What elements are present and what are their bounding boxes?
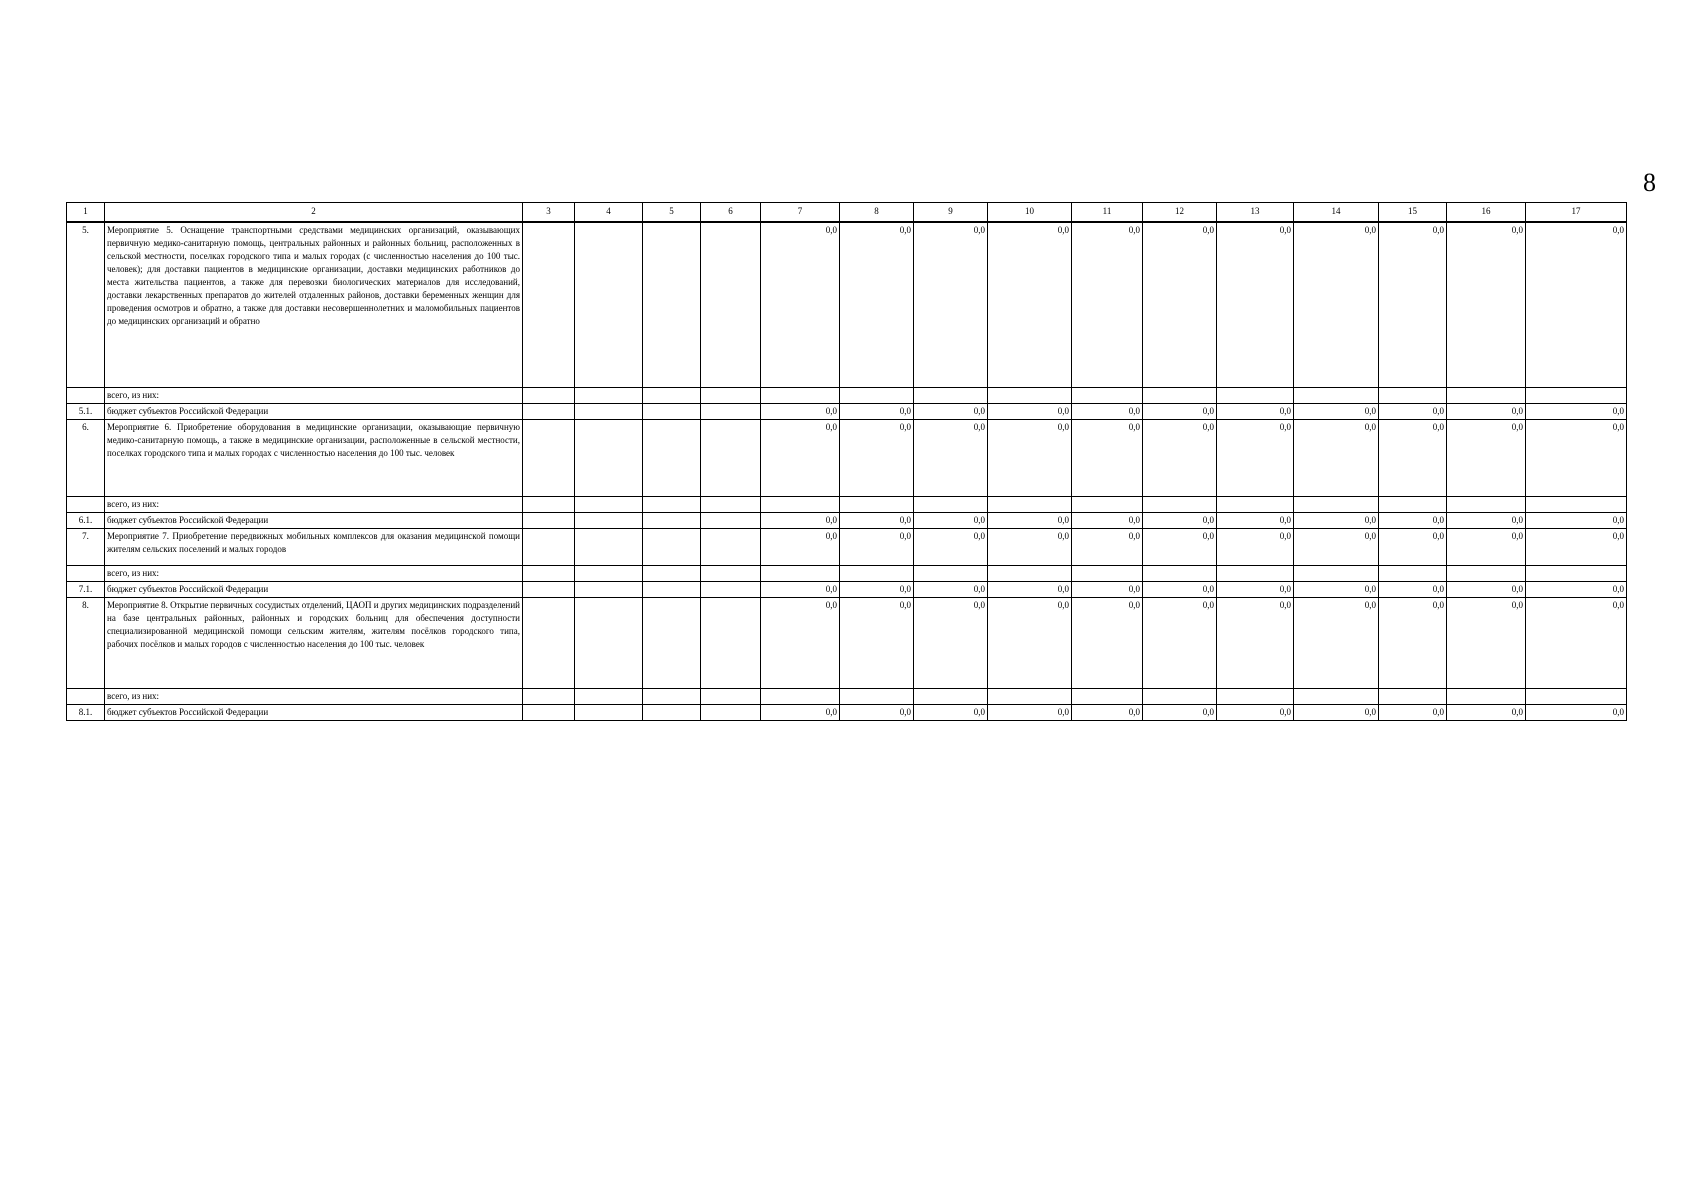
value-cell <box>1143 689 1217 705</box>
value-cell <box>840 566 914 582</box>
empty-cell <box>701 529 761 566</box>
empty-cell <box>643 222 701 388</box>
column-header-6: 6 <box>701 203 761 223</box>
value-cell: 0,0 <box>761 420 840 497</box>
value-cell <box>1217 388 1294 404</box>
empty-cell <box>701 566 761 582</box>
table-row <box>67 705 1627 721</box>
value-cell <box>1447 566 1526 582</box>
value-cell: 0,0 <box>1217 513 1294 529</box>
value-cell <box>1294 566 1379 582</box>
value-cell: 0,0 <box>840 404 914 420</box>
column-header-5: 5 <box>643 203 701 223</box>
value-cell: 0,0 <box>1447 513 1526 529</box>
value-cell: 0,0 <box>1143 529 1217 566</box>
row-number: 7.1. <box>67 582 105 598</box>
value-cell: 0,0 <box>1379 598 1447 689</box>
row-description: всего, из них: <box>105 388 523 404</box>
value-cell <box>1217 497 1294 513</box>
value-cell <box>1072 566 1143 582</box>
value-cell: 0,0 <box>914 222 988 388</box>
column-header-9: 9 <box>914 203 988 223</box>
value-cell: 0,0 <box>840 705 914 721</box>
row-description: Мероприятие 5. Оснащение транспортными средствами медицинских организаций, оказывающих первичную медико-санитарную помощь, центральных районных и районных больниц, расположенных в сельской местности, поселках городского типа и малых городах (с численностью населения до 100 тыс. человек); для доставки пациентов в медицинские организации, доставки медицинских работников до места жительства пациентов, а также для перевозки биологических материалов для исследований, доставки лекарственных препаратов до жителей отдаленных районов, доставки беременных женщин для проведения осмотров и обратно, а также для доставки несовершеннолетних и маломобильных пациентов до медицинских организаций и обратно <box>105 222 523 388</box>
table-row <box>67 529 1627 566</box>
value-cell <box>1379 497 1447 513</box>
column-header-10: 10 <box>988 203 1072 223</box>
value-cell: 0,0 <box>1072 582 1143 598</box>
empty-cell <box>643 420 701 497</box>
column-header-4: 4 <box>575 203 643 223</box>
row-description: всего, из них: <box>105 497 523 513</box>
empty-cell <box>523 582 575 598</box>
row-number: 5.1. <box>67 404 105 420</box>
value-cell: 0,0 <box>1447 404 1526 420</box>
value-cell: 0,0 <box>1526 513 1627 529</box>
value-cell: 0,0 <box>1379 513 1447 529</box>
value-cell: 0,0 <box>840 513 914 529</box>
row-number <box>67 566 105 582</box>
value-cell: 0,0 <box>761 705 840 721</box>
value-cell: 0,0 <box>1072 705 1143 721</box>
empty-cell <box>701 705 761 721</box>
value-cell: 0,0 <box>1379 582 1447 598</box>
row-number: 6. <box>67 420 105 497</box>
table-body <box>67 222 1627 721</box>
table-row <box>67 566 1627 582</box>
value-cell: 0,0 <box>761 529 840 566</box>
row-number: 7. <box>67 529 105 566</box>
value-cell: 0,0 <box>761 513 840 529</box>
value-cell: 0,0 <box>1143 582 1217 598</box>
column-header-12: 12 <box>1143 203 1217 223</box>
value-cell: 0,0 <box>1143 420 1217 497</box>
column-header-13: 13 <box>1217 203 1294 223</box>
value-cell: 0,0 <box>840 222 914 388</box>
empty-cell <box>701 582 761 598</box>
empty-cell <box>643 598 701 689</box>
value-cell: 0,0 <box>1379 222 1447 388</box>
value-cell: 0,0 <box>1072 420 1143 497</box>
value-cell: 0,0 <box>1143 598 1217 689</box>
value-cell <box>761 689 840 705</box>
row-number: 5. <box>67 222 105 388</box>
row-description: бюджет субъектов Российской Федерации <box>105 705 523 721</box>
empty-cell <box>575 566 643 582</box>
empty-cell <box>701 388 761 404</box>
value-cell <box>840 497 914 513</box>
value-cell: 0,0 <box>761 598 840 689</box>
value-cell: 0,0 <box>988 404 1072 420</box>
value-cell: 0,0 <box>1217 529 1294 566</box>
row-description: Мероприятие 8. Открытие первичных сосудистых отделений, ЦАОП и других медицинских подразделений на базе центральных районных, районных и городских больниц для обеспечения доступности специализированной медицинской помощи сельским жителям, жителям посёлков городского типа, рабочих посёлков и малых городов с численностью населения до 100 тыс. человек <box>105 598 523 689</box>
value-cell: 0,0 <box>1217 705 1294 721</box>
empty-cell <box>575 689 643 705</box>
empty-cell <box>643 705 701 721</box>
value-cell: 0,0 <box>1217 582 1294 598</box>
value-cell: 0,0 <box>1447 598 1526 689</box>
row-description: Мероприятие 6. Приобретение оборудования в медицинские организации, оказывающие первичную медико-санитарную помощь, а также в медицинские организации, расположенные в сельской местности, поселках городского типа и малых городах с численностью населения до 100 тыс. человек <box>105 420 523 497</box>
row-description: всего, из них: <box>105 689 523 705</box>
value-cell: 0,0 <box>988 582 1072 598</box>
value-cell: 0,0 <box>1143 222 1217 388</box>
value-cell: 0,0 <box>1379 420 1447 497</box>
row-description: бюджет субъектов Российской Федерации <box>105 513 523 529</box>
value-cell <box>988 388 1072 404</box>
value-cell: 0,0 <box>914 420 988 497</box>
value-cell <box>1526 689 1627 705</box>
value-cell: 0,0 <box>914 529 988 566</box>
value-cell: 0,0 <box>1294 582 1379 598</box>
table-row <box>67 598 1627 689</box>
empty-cell <box>643 689 701 705</box>
value-cell: 0,0 <box>840 598 914 689</box>
value-cell <box>988 497 1072 513</box>
row-number: 8. <box>67 598 105 689</box>
empty-cell <box>643 388 701 404</box>
empty-cell <box>575 598 643 689</box>
value-cell <box>914 388 988 404</box>
value-cell: 0,0 <box>1072 529 1143 566</box>
value-cell: 0,0 <box>1447 420 1526 497</box>
measures-table <box>66 202 1627 721</box>
value-cell: 0,0 <box>988 513 1072 529</box>
empty-cell <box>575 222 643 388</box>
empty-cell <box>701 420 761 497</box>
column-header-14: 14 <box>1294 203 1379 223</box>
value-cell <box>1447 497 1526 513</box>
value-cell: 0,0 <box>988 598 1072 689</box>
value-cell: 0,0 <box>1294 598 1379 689</box>
value-cell: 0,0 <box>1294 404 1379 420</box>
empty-cell <box>643 404 701 420</box>
value-cell: 0,0 <box>840 420 914 497</box>
empty-cell <box>575 420 643 497</box>
value-cell: 0,0 <box>1072 598 1143 689</box>
empty-cell <box>575 513 643 529</box>
value-cell: 0,0 <box>1526 529 1627 566</box>
value-cell <box>1217 689 1294 705</box>
table-row <box>67 420 1627 497</box>
value-cell <box>1143 388 1217 404</box>
value-cell: 0,0 <box>1072 404 1143 420</box>
value-cell: 0,0 <box>761 404 840 420</box>
value-cell: 0,0 <box>1526 420 1627 497</box>
table-row <box>67 404 1627 420</box>
empty-cell <box>575 705 643 721</box>
value-cell <box>1072 497 1143 513</box>
value-cell: 0,0 <box>1447 705 1526 721</box>
empty-cell <box>643 582 701 598</box>
value-cell: 0,0 <box>914 598 988 689</box>
empty-cell <box>643 529 701 566</box>
value-cell: 0,0 <box>1447 222 1526 388</box>
table-row <box>67 689 1627 705</box>
value-cell: 0,0 <box>1294 222 1379 388</box>
empty-cell <box>701 513 761 529</box>
empty-cell <box>701 222 761 388</box>
value-cell: 0,0 <box>988 705 1072 721</box>
value-cell <box>1526 497 1627 513</box>
value-cell: 0,0 <box>1294 513 1379 529</box>
table-row <box>67 513 1627 529</box>
value-cell <box>1143 497 1217 513</box>
empty-cell <box>575 388 643 404</box>
value-cell: 0,0 <box>1072 222 1143 388</box>
value-cell: 0,0 <box>1526 404 1627 420</box>
value-cell <box>1447 388 1526 404</box>
value-cell: 0,0 <box>914 404 988 420</box>
value-cell <box>1072 388 1143 404</box>
column-header-3: 3 <box>523 203 575 223</box>
value-cell: 0,0 <box>1447 582 1526 598</box>
value-cell: 0,0 <box>1217 404 1294 420</box>
value-cell <box>1379 388 1447 404</box>
value-cell: 0,0 <box>1526 705 1627 721</box>
value-cell: 0,0 <box>761 582 840 598</box>
empty-cell <box>701 404 761 420</box>
empty-cell <box>523 566 575 582</box>
value-cell <box>840 689 914 705</box>
row-number: 8.1. <box>67 705 105 721</box>
value-cell: 0,0 <box>1379 529 1447 566</box>
value-cell <box>1294 497 1379 513</box>
value-cell <box>761 497 840 513</box>
value-cell: 0,0 <box>1217 598 1294 689</box>
value-cell: 0,0 <box>1294 529 1379 566</box>
value-cell <box>1294 388 1379 404</box>
row-description: всего, из них: <box>105 566 523 582</box>
value-cell <box>1447 689 1526 705</box>
row-number <box>67 388 105 404</box>
table-row <box>67 222 1627 388</box>
value-cell: 0,0 <box>914 513 988 529</box>
value-cell <box>988 566 1072 582</box>
value-cell <box>1379 689 1447 705</box>
value-cell <box>988 689 1072 705</box>
value-cell <box>761 388 840 404</box>
empty-cell <box>523 497 575 513</box>
column-header-17: 17 <box>1526 203 1627 223</box>
row-number <box>67 497 105 513</box>
value-cell: 0,0 <box>1143 404 1217 420</box>
column-header-7: 7 <box>761 203 840 223</box>
value-cell <box>1072 689 1143 705</box>
value-cell: 0,0 <box>1447 529 1526 566</box>
value-cell <box>1217 566 1294 582</box>
column-header-16: 16 <box>1447 203 1526 223</box>
value-cell <box>761 566 840 582</box>
empty-cell <box>701 497 761 513</box>
value-cell: 0,0 <box>1294 705 1379 721</box>
value-cell: 0,0 <box>1072 513 1143 529</box>
value-cell <box>1143 566 1217 582</box>
value-cell <box>1294 689 1379 705</box>
empty-cell <box>523 420 575 497</box>
value-cell: 0,0 <box>914 582 988 598</box>
empty-cell <box>643 566 701 582</box>
value-cell: 0,0 <box>1379 705 1447 721</box>
empty-cell <box>643 497 701 513</box>
value-cell: 0,0 <box>1526 222 1627 388</box>
value-cell: 0,0 <box>1526 582 1627 598</box>
table-row <box>67 497 1627 513</box>
row-description: бюджет субъектов Российской Федерации <box>105 582 523 598</box>
header-row <box>67 203 1627 223</box>
empty-cell <box>575 529 643 566</box>
empty-cell <box>701 689 761 705</box>
empty-cell <box>643 513 701 529</box>
value-cell: 0,0 <box>1294 420 1379 497</box>
value-cell: 0,0 <box>988 529 1072 566</box>
table-row <box>67 582 1627 598</box>
column-header-11: 11 <box>1072 203 1143 223</box>
row-number <box>67 689 105 705</box>
value-cell: 0,0 <box>1143 513 1217 529</box>
column-header-1: 1 <box>67 203 105 223</box>
empty-cell <box>575 404 643 420</box>
empty-cell <box>523 705 575 721</box>
page-number: 8 <box>1643 168 1656 197</box>
value-cell <box>1526 388 1627 404</box>
value-cell: 0,0 <box>840 582 914 598</box>
row-description: Мероприятие 7. Приобретение передвижных мобильных комплексов для оказания медицинской помощи жителям сельских поселений и малых городов <box>105 529 523 566</box>
empty-cell <box>523 598 575 689</box>
value-cell: 0,0 <box>988 222 1072 388</box>
empty-cell <box>523 513 575 529</box>
value-cell: 0,0 <box>1526 598 1627 689</box>
empty-cell <box>523 388 575 404</box>
row-description: бюджет субъектов Российской Федерации <box>105 404 523 420</box>
value-cell <box>1379 566 1447 582</box>
value-cell: 0,0 <box>1379 404 1447 420</box>
value-cell <box>1526 566 1627 582</box>
value-cell: 0,0 <box>988 420 1072 497</box>
value-cell: 0,0 <box>761 222 840 388</box>
empty-cell <box>523 529 575 566</box>
value-cell <box>914 689 988 705</box>
empty-cell <box>575 582 643 598</box>
value-cell: 0,0 <box>1217 420 1294 497</box>
column-header-8: 8 <box>840 203 914 223</box>
empty-cell <box>575 497 643 513</box>
empty-cell <box>523 404 575 420</box>
column-header-15: 15 <box>1379 203 1447 223</box>
value-cell <box>840 388 914 404</box>
column-header-2: 2 <box>105 203 523 223</box>
value-cell: 0,0 <box>1217 222 1294 388</box>
value-cell <box>914 497 988 513</box>
value-cell: 0,0 <box>840 529 914 566</box>
empty-cell <box>523 222 575 388</box>
value-cell <box>914 566 988 582</box>
row-number: 6.1. <box>67 513 105 529</box>
table-row <box>67 388 1627 404</box>
value-cell: 0,0 <box>1143 705 1217 721</box>
empty-cell <box>523 689 575 705</box>
empty-cell <box>701 598 761 689</box>
value-cell: 0,0 <box>914 705 988 721</box>
